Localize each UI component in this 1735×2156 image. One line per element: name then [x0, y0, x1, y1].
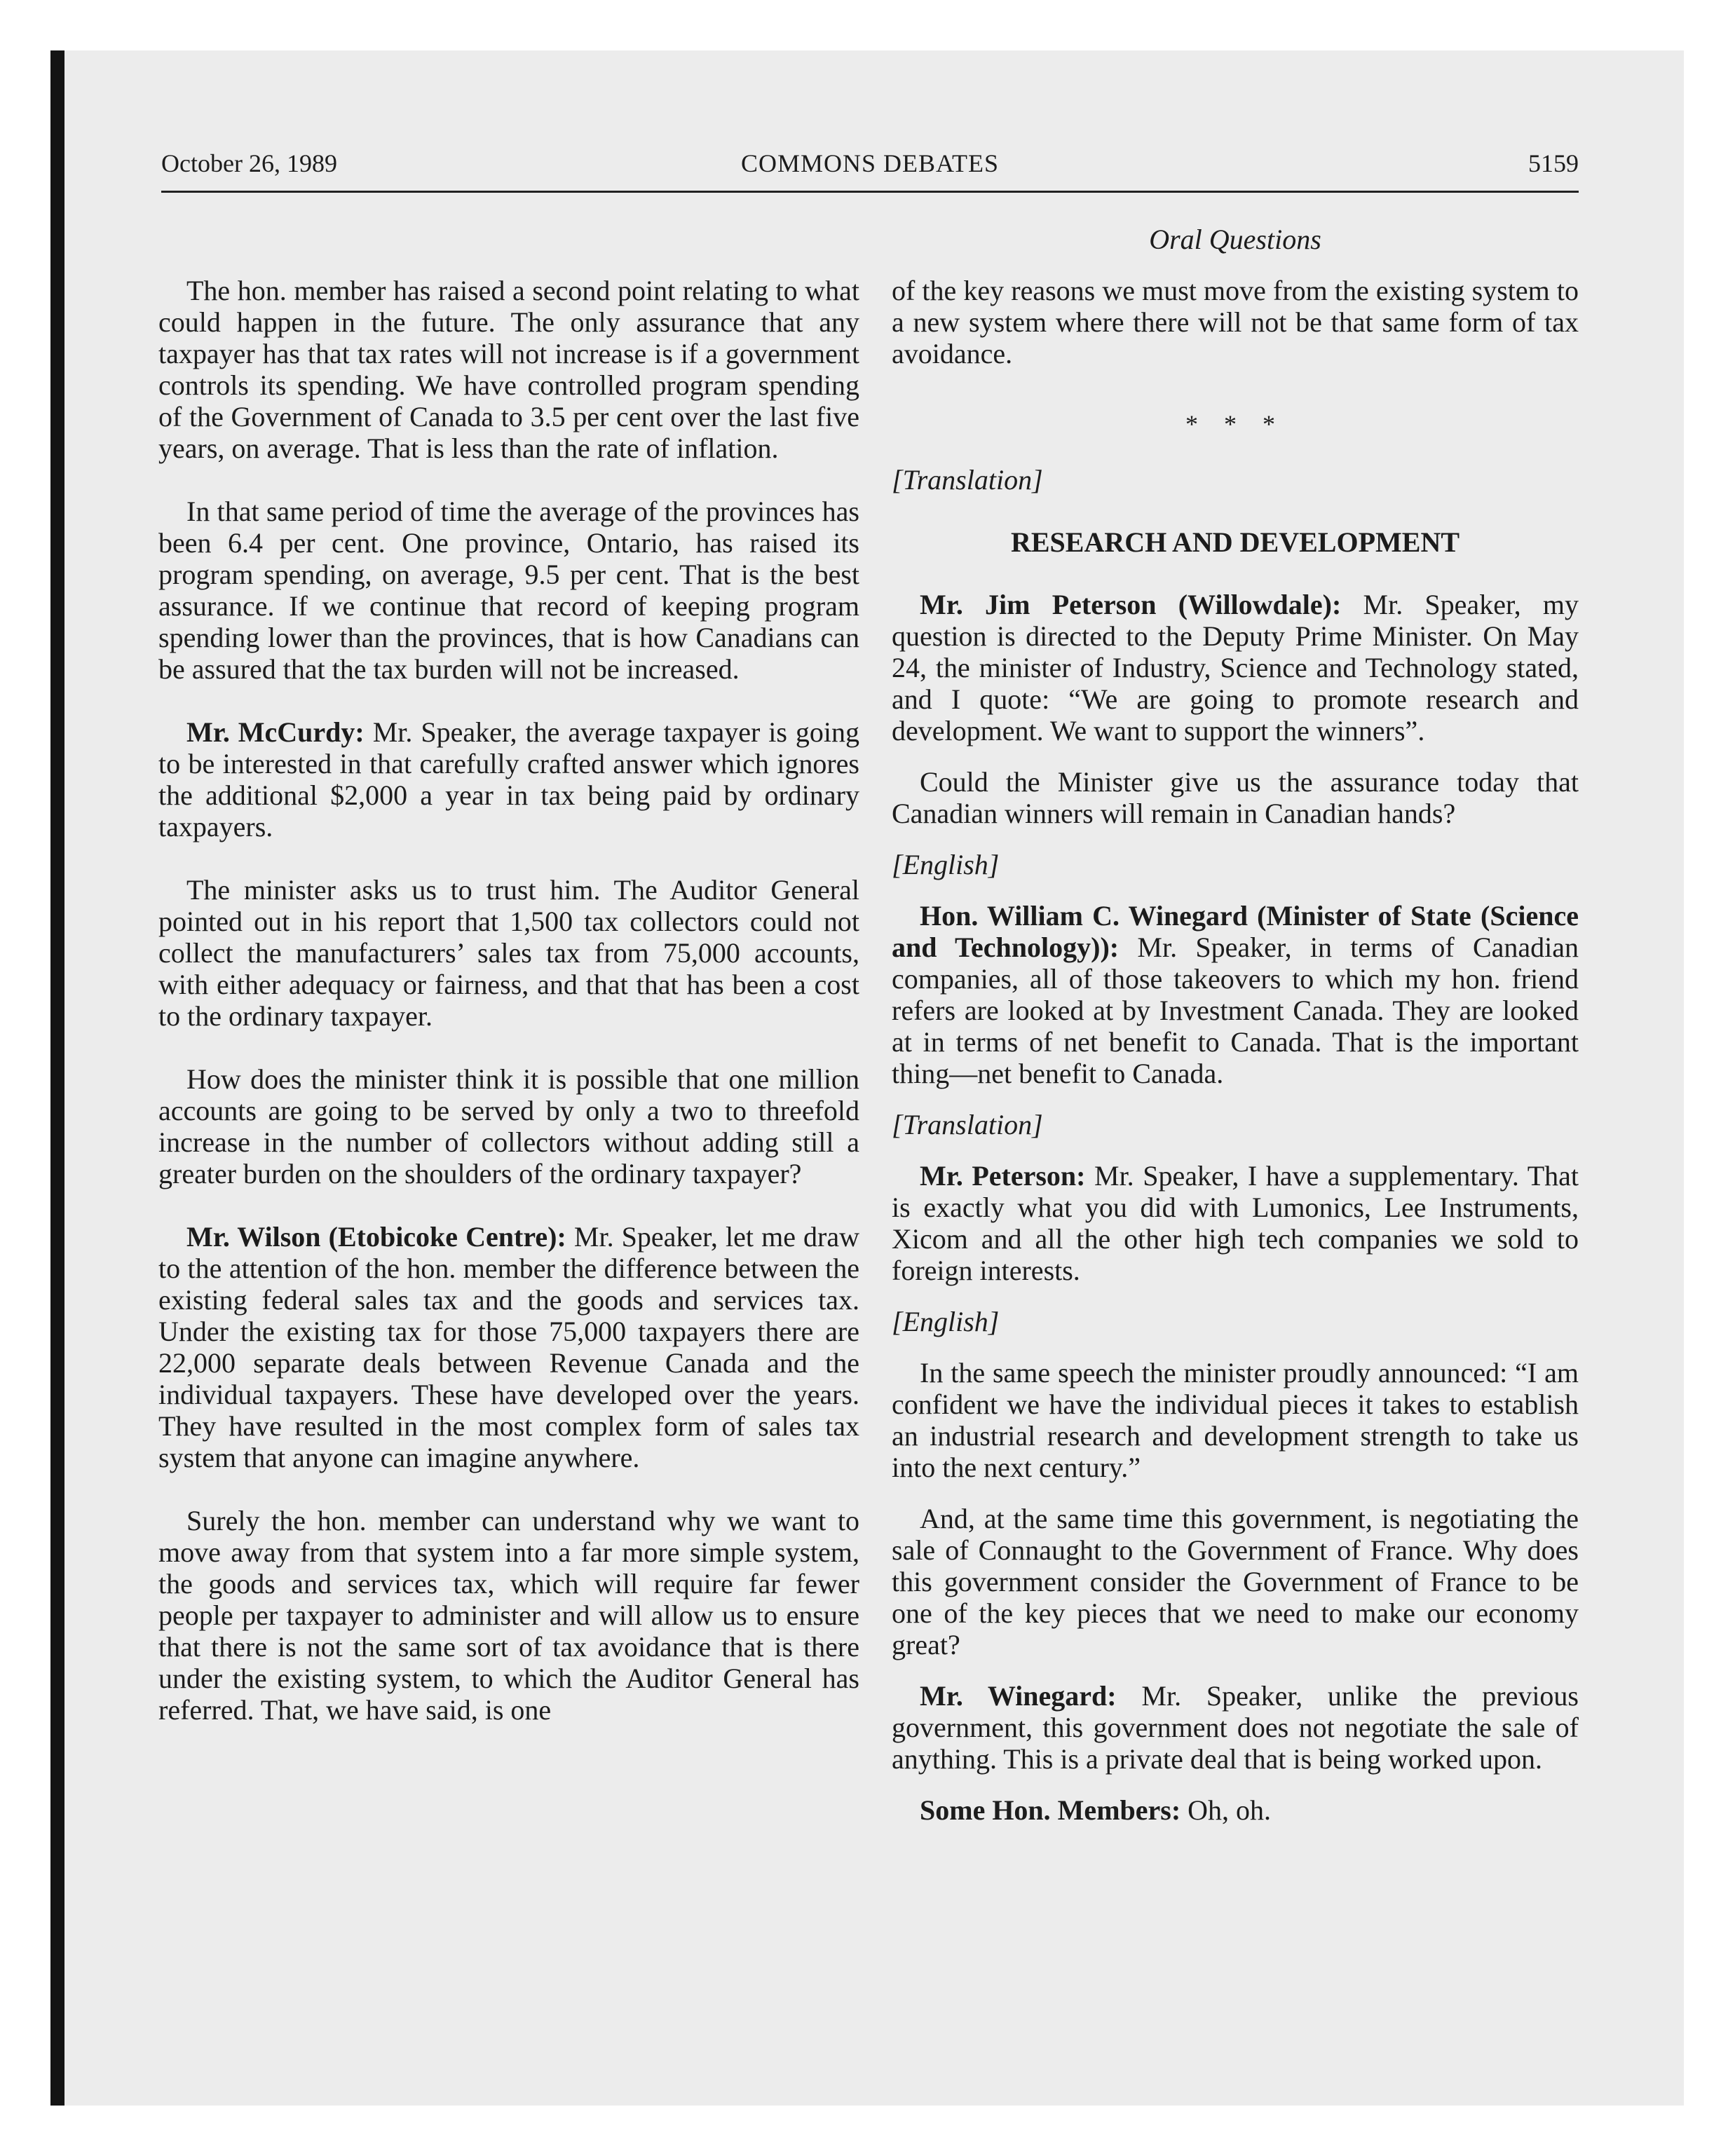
header-page-number: 5159	[1528, 149, 1579, 177]
header-title: COMMONS DEBATES	[740, 149, 1000, 177]
paragraph-text: Mr. Speaker, unlike the previous government, this government does not negotiate the sale of anything. This is a private deal that is being worked upon.	[892, 1680, 1579, 1775]
paragraph-text: Mr. Speaker, the average taxpayer is going to be interested in that carefully crafted answer which ignores the additional $2,000 a year in tax being paid by ordinary taxpayers.	[158, 716, 859, 842]
paragraph	[892, 766, 1579, 829]
right-column	[892, 275, 1579, 1845]
paragraph-text: In the same speech the minister proudly announced: “I am confident we have the individual pieces it takes to establish an industrial research and development strength to take us into the next century.”	[892, 1357, 1579, 1483]
paragraph	[892, 1357, 1579, 1483]
speaker-name: Mr. Jim Peterson (Willowdale):	[920, 589, 1342, 620]
paragraph-text: Mr. Speaker, I have a supplementary. That is exactly what you did with Lumonics, Lee Instruments, Xicom and all the other high tech companies we sold to foreign interests.	[892, 1160, 1579, 1286]
paragraph-text: Surely the hon. member can understand why we want to move away from that system into a far more simple system, the goods and services tax, which will require far fewer people per taxpayer to administer and will allow us to ensure that there is not the same sort of tax avoidance that is there under the existing system, to which the Auditor General has referred. That, we have said, is one	[158, 1505, 859, 1726]
speaker-name: Hon. William C. Winegard (Minister of State (Science and Technology)):	[892, 900, 1579, 963]
paragraph	[892, 1503, 1579, 1660]
paragraph-text: In that same period of time the average of the provinces has been 6.4 per cent. One province, Ontario, has raised its program spending, on average, 9.5 per cent. That is the best assurance. If we continue that record of keeping program spending lower than the provinces, that is how Canadians can be assured that the tax burden will not be increased.	[158, 496, 859, 685]
paragraph-text: How does the minister think it is possible that one million accounts are going to be served by only a two to threefold increase in the number of collectors without adding still a greater burden on the shoulders of the ordinary taxpayer?	[158, 1063, 859, 1189]
speaker-name: Mr. Winegard:	[920, 1680, 1117, 1712]
language-tag: [English]	[892, 849, 1000, 880]
speaker-name: Mr. Wilson (Etobicoke Centre):	[186, 1221, 566, 1253]
speaker-name: Some Hon. Members:	[920, 1794, 1181, 1826]
language-tag: [English]	[892, 1306, 1000, 1337]
language-tag: [Translation]	[892, 1109, 1043, 1140]
paragraph-text: And, at the same time this government, is negotiating the sale of Connaught to the Government of France. Why does this government consider the Government of France to be one of the key pieces that we need to make our economy great?	[892, 1503, 1579, 1660]
paragraph	[892, 589, 1579, 746]
language-tag: [Translation]	[892, 464, 1043, 496]
paragraph-text: Mr. Speaker, in terms of Canadian companies, all of those takeovers to which my hon. friend refers are looked at by Investment Canada. They are looked at in terms of net benefit to Canada. That is the important thing—net benefit to Canada.	[892, 932, 1579, 1089]
paragraph-text: The minister asks us to trust him. The Auditor General pointed out in his report that 1,500 tax collectors could not collect the manufacturers’ sales tax from 75,000 accounts, with either adequacy or fairness, and that that has been a cost to the ordinary taxpayer.	[158, 874, 859, 1032]
paragraph	[158, 275, 859, 464]
speaker-name: Mr. Peterson:	[920, 1160, 1086, 1192]
paragraph	[892, 1680, 1579, 1775]
left-column	[158, 275, 859, 1757]
paragraph-text: Mr. Speaker, let me draw to the attention of the hon. member the difference between the existing federal sales tax and the goods and services tax. Under the existing tax for those 75,000 taxpayers there are 22,000 separate deals between Revenue Canada and the individual taxpayers. These have developed over the years. They have resulted in the most complex form of sales tax system that anyone can imagine anywhere.	[158, 1221, 859, 1473]
paragraph	[892, 1794, 1579, 1826]
page-header	[161, 149, 1579, 193]
paragraph-text: Oh, oh.	[1181, 1794, 1272, 1826]
subject-heading: RESEARCH AND DEVELOPMENT	[1010, 526, 1460, 558]
continuation-paragraph: of the key reasons we must move from the existing system to a new system where there will not be that same form of tax avoidance.	[892, 275, 1579, 369]
paragraph	[158, 1221, 859, 1473]
paragraph	[158, 496, 859, 685]
paragraph-text: Mr. Speaker, my question is directed to the Deputy Prime Minister. On May 24, the minister of Industry, Science and Technology stated, and I quote: “We are going to promote research and development. We want to support the winners”.	[892, 589, 1579, 746]
paragraph	[158, 874, 859, 1032]
speaker-name: Mr. McCurdy:	[186, 716, 365, 748]
paragraph	[158, 716, 859, 842]
paragraph-text: Could the Minister give us the assurance today that Canadian winners will remain in Canadian hands?	[892, 766, 1579, 829]
header-date: October 26, 1989	[161, 149, 337, 177]
section-separator: * * *	[1185, 410, 1285, 438]
paragraph	[892, 900, 1579, 1089]
section-label: Oral Questions	[1149, 224, 1321, 255]
paragraph	[158, 1063, 859, 1189]
paragraph-text: The hon. member has raised a second point relating to what could happen in the future. The only assurance that any taxpayer has that tax rates will not increase is if a government controls its spending. We have controlled program spending of the Government of Canada to 3.5 per cent over the last five years, on average. That is less than the rate of inflation.	[158, 275, 859, 464]
paragraph	[158, 1505, 859, 1726]
paragraph	[892, 1160, 1579, 1286]
